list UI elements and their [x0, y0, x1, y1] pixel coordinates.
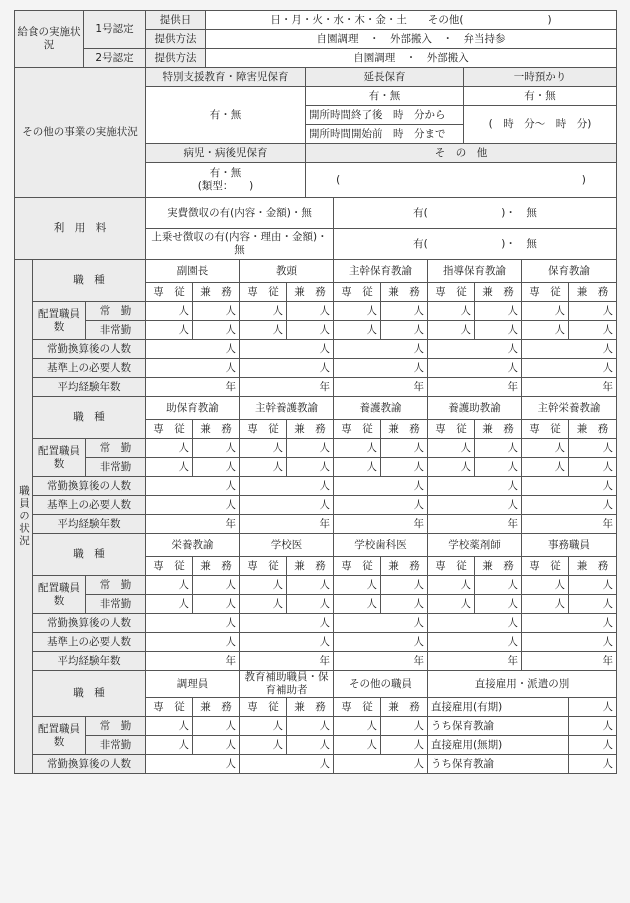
table-row [15, 736, 617, 755]
extra-fee-label: 上乗せ徴収の有(内容・理由・金額)・無 [146, 229, 334, 260]
meal-method-value: 自園調理 ・ 外部搬入 ・ 弁当持参 [206, 30, 617, 49]
table-row [15, 378, 617, 397]
year-unit: 年 [428, 378, 522, 397]
extended-value: 有・無 [306, 87, 464, 106]
dual-role-label: 兼 務 [381, 557, 428, 576]
person-unit: 人 [240, 614, 334, 633]
placement-label: 配置職員数 [33, 302, 86, 340]
meal-label: 給食の実施状況 [15, 11, 84, 68]
person-unit: 人 [381, 302, 428, 321]
job-title: 助保育教諭 [146, 397, 240, 420]
person-unit: 人 [287, 321, 334, 340]
person-unit: 人 [381, 576, 428, 595]
person-unit: 人 [522, 576, 569, 595]
person-unit: 人 [287, 302, 334, 321]
job-title: 学校歯科医 [334, 534, 428, 557]
person-unit: 人 [240, 439, 287, 458]
person-unit: 人 [240, 477, 334, 496]
full-time-label: 専 従 [522, 283, 569, 302]
experience-label: 平均経験年数 [33, 652, 146, 671]
dual-role-label: 兼 務 [569, 283, 617, 302]
person-unit: 人 [475, 321, 522, 340]
job-title: 事務職員 [522, 534, 617, 557]
dual-role-label: 兼 務 [569, 557, 617, 576]
person-unit: 人 [146, 302, 193, 321]
temporary-header: 一時預かり [464, 68, 617, 87]
sick-header: 病児・病後児保育 [146, 144, 306, 163]
person-unit: 人 [569, 458, 617, 477]
dual-role-label: 兼 務 [193, 698, 240, 717]
person-unit: 人 [193, 736, 240, 755]
person-unit: 人 [569, 755, 617, 774]
person-unit: 人 [475, 595, 522, 614]
nonregular-label: 非常勤 [86, 736, 146, 755]
meal-method2-value: 自園調理 ・ 外部搬入 [206, 49, 617, 68]
dual-role-label: 兼 務 [287, 283, 334, 302]
person-unit: 人 [146, 340, 240, 359]
person-unit: 人 [287, 576, 334, 595]
person-unit: 人 [193, 302, 240, 321]
person-unit: 人 [334, 755, 428, 774]
person-unit: 人 [193, 458, 240, 477]
job-title: 教育補助職員・保育補助者 [240, 671, 334, 698]
sick-value: 有・無 [209, 167, 242, 179]
job-title: 副園長 [146, 260, 240, 283]
person-unit: 人 [240, 340, 334, 359]
direct-fixed-label: 直接雇用(有期) [428, 698, 569, 717]
year-unit: 年 [146, 652, 240, 671]
regular-label: 常 勤 [86, 576, 146, 595]
job-title: 指導保育教諭 [428, 260, 522, 283]
required-label: 基準上の必要人数 [33, 496, 146, 515]
form-sheet [14, 10, 616, 774]
regular-label: 常 勤 [86, 302, 146, 321]
year-unit: 年 [146, 378, 240, 397]
person-unit: 人 [428, 321, 475, 340]
person-unit: 人 [240, 458, 287, 477]
year-unit: 年 [146, 515, 240, 534]
dual-role-label: 兼 務 [193, 420, 240, 439]
full-time-label: 専 従 [146, 698, 193, 717]
temporary-time: ( 時 分～ 時 分) [464, 106, 617, 144]
job-title: 主幹養護教諭 [240, 397, 334, 420]
person-unit: 人 [287, 439, 334, 458]
nonregular-label: 非常勤 [86, 595, 146, 614]
actual-fee-label: 実費徴収の有(内容・金額)・無 [146, 198, 334, 229]
person-unit: 人 [381, 736, 428, 755]
person-unit: 人 [569, 576, 617, 595]
person-unit: 人 [287, 717, 334, 736]
person-unit: 人 [334, 496, 428, 515]
job-title: 教頭 [240, 260, 334, 283]
table-row [15, 614, 617, 633]
person-unit: 人 [146, 736, 193, 755]
table-row [15, 439, 617, 458]
person-unit: 人 [428, 458, 475, 477]
meal-method-label: 提供方法 [146, 30, 206, 49]
sick-value-cell [146, 163, 306, 198]
person-unit: 人 [240, 321, 287, 340]
person-unit: 人 [522, 321, 569, 340]
placement-label: 配置職員数 [33, 576, 86, 614]
dual-role-label: 兼 務 [569, 420, 617, 439]
table-row [15, 595, 617, 614]
person-unit: 人 [146, 576, 193, 595]
person-unit: 人 [287, 458, 334, 477]
person-unit: 人 [569, 321, 617, 340]
person-unit: 人 [475, 458, 522, 477]
person-unit: 人 [428, 614, 522, 633]
person-unit: 人 [428, 302, 475, 321]
special-header: 特別支援教育・障害児保育 [146, 68, 306, 87]
person-unit: 人 [522, 496, 617, 515]
extended-header: 延長保育 [306, 68, 464, 87]
person-unit: 人 [569, 302, 617, 321]
dual-role-label: 兼 務 [287, 557, 334, 576]
person-unit: 人 [334, 614, 428, 633]
extended-open: 開所時間終了後 時 分から [306, 106, 464, 125]
year-unit: 年 [240, 378, 334, 397]
person-unit: 人 [240, 633, 334, 652]
person-unit: 人 [428, 595, 475, 614]
year-unit: 年 [522, 515, 617, 534]
dual-role-label: 兼 務 [287, 698, 334, 717]
experience-label: 平均経験年数 [33, 515, 146, 534]
others-value: ( ) [306, 163, 617, 198]
table-row [15, 321, 617, 340]
year-unit: 年 [240, 652, 334, 671]
person-unit: 人 [475, 576, 522, 595]
job-title: 養護教諭 [334, 397, 428, 420]
dual-role-label: 兼 務 [287, 420, 334, 439]
meal-row1-kind: 1号認定 [84, 11, 146, 49]
meal-day-label: 提供日 [146, 11, 206, 30]
special-value: 有・無 [146, 87, 306, 144]
table-row [15, 534, 617, 557]
person-unit: 人 [146, 614, 240, 633]
person-unit: 人 [240, 496, 334, 515]
table-row [15, 458, 617, 477]
person-unit: 人 [428, 359, 522, 378]
incl-teacher-label: うち保育教諭 [428, 717, 569, 736]
placement-label: 配置職員数 [33, 717, 86, 755]
full-time-label: 専 従 [146, 283, 193, 302]
employment-header: 直接雇用・派遣の別 [428, 671, 617, 698]
person-unit: 人 [334, 321, 381, 340]
full-time-label: 専 従 [334, 557, 381, 576]
person-unit: 人 [334, 736, 381, 755]
person-unit: 人 [334, 340, 428, 359]
person-unit: 人 [146, 755, 240, 774]
full-time-label: 専 従 [522, 557, 569, 576]
dual-role-label: 兼 務 [193, 557, 240, 576]
job-title: 栄養教諭 [146, 534, 240, 557]
year-unit: 年 [334, 378, 428, 397]
job-title: 調理員 [146, 671, 240, 698]
staff-table [14, 259, 617, 774]
table-row [15, 496, 617, 515]
full-time-label: 専 従 [240, 420, 287, 439]
dual-role-label: 兼 務 [475, 557, 522, 576]
person-unit: 人 [240, 302, 287, 321]
job-type-label: 職 種 [33, 397, 146, 439]
person-unit: 人 [146, 439, 193, 458]
table-row [15, 397, 617, 420]
meal-row2-kind: 2号認定 [84, 49, 146, 68]
table-row [15, 717, 617, 736]
person-unit: 人 [381, 321, 428, 340]
person-unit: 人 [522, 439, 569, 458]
dual-role-label: 兼 務 [381, 283, 428, 302]
job-title: 保育教諭 [522, 260, 617, 283]
year-unit: 年 [522, 378, 617, 397]
person-unit: 人 [146, 633, 240, 652]
person-unit: 人 [522, 302, 569, 321]
job-title: 学校医 [240, 534, 334, 557]
table-row [15, 652, 617, 671]
person-unit: 人 [428, 496, 522, 515]
full-time-label: 専 従 [334, 283, 381, 302]
person-unit: 人 [193, 595, 240, 614]
job-title: 養護助教諭 [428, 397, 522, 420]
required-label: 基準上の必要人数 [33, 633, 146, 652]
full-time-label: 専 従 [240, 557, 287, 576]
person-unit: 人 [381, 717, 428, 736]
fte-label: 常勤換算後の人数 [33, 614, 146, 633]
person-unit: 人 [193, 717, 240, 736]
job-type-label: 職 種 [33, 260, 146, 302]
year-unit: 年 [522, 652, 617, 671]
full-time-label: 専 従 [428, 557, 475, 576]
person-unit: 人 [522, 614, 617, 633]
required-label: 基準上の必要人数 [33, 359, 146, 378]
person-unit: 人 [146, 496, 240, 515]
job-title: 主幹保育教諭 [334, 260, 428, 283]
dual-role-label: 兼 務 [475, 420, 522, 439]
person-unit: 人 [569, 736, 617, 755]
staff-section-label: 職員の状況 [15, 260, 33, 774]
table-row [15, 302, 617, 321]
person-unit: 人 [522, 477, 617, 496]
person-unit: 人 [240, 576, 287, 595]
person-unit: 人 [146, 477, 240, 496]
person-unit: 人 [569, 698, 617, 717]
person-unit: 人 [569, 717, 617, 736]
placement-label: 配置職員数 [33, 439, 86, 477]
person-unit: 人 [569, 595, 617, 614]
year-unit: 年 [240, 515, 334, 534]
person-unit: 人 [522, 340, 617, 359]
person-unit: 人 [334, 458, 381, 477]
nonregular-label: 非常勤 [86, 458, 146, 477]
person-unit: 人 [475, 439, 522, 458]
person-unit: 人 [381, 439, 428, 458]
dual-role-label: 兼 務 [381, 420, 428, 439]
person-unit: 人 [193, 576, 240, 595]
temporary-value: 有・無 [464, 87, 617, 106]
person-unit: 人 [334, 302, 381, 321]
person-unit: 人 [146, 717, 193, 736]
upper-table [14, 10, 617, 260]
other-services-label: その他の事業の実施状況 [15, 68, 146, 198]
person-unit: 人 [334, 439, 381, 458]
year-unit: 年 [334, 515, 428, 534]
regular-label: 常 勤 [86, 439, 146, 458]
person-unit: 人 [475, 302, 522, 321]
person-unit: 人 [522, 595, 569, 614]
person-unit: 人 [240, 755, 334, 774]
job-title: 学校薬剤師 [428, 534, 522, 557]
full-time-label: 専 従 [334, 698, 381, 717]
fte-label: 常勤換算後の人数 [33, 340, 146, 359]
full-time-label: 専 従 [522, 420, 569, 439]
person-unit: 人 [287, 595, 334, 614]
person-unit: 人 [522, 633, 617, 652]
fees-label: 利 用 料 [15, 198, 146, 260]
table-row [15, 260, 617, 283]
person-unit: 人 [428, 576, 475, 595]
person-unit: 人 [381, 595, 428, 614]
meal-day-value: 日・月・火・水・木・金・土 その他( ) [206, 11, 617, 30]
meal-method2-label: 提供方法 [146, 49, 206, 68]
table-row [15, 671, 617, 698]
table-row [15, 359, 617, 378]
others-header: そ の 他 [306, 144, 617, 163]
full-time-label: 専 従 [334, 420, 381, 439]
person-unit: 人 [428, 633, 522, 652]
table-row [15, 477, 617, 496]
year-unit: 年 [428, 515, 522, 534]
actual-fee-value: 有( )・ 無 [334, 198, 617, 229]
dual-role-label: 兼 務 [475, 283, 522, 302]
person-unit: 人 [334, 717, 381, 736]
person-unit: 人 [193, 321, 240, 340]
table-row [15, 633, 617, 652]
job-title: 主幹栄養教諭 [522, 397, 617, 420]
year-unit: 年 [334, 652, 428, 671]
person-unit: 人 [240, 595, 287, 614]
person-unit: 人 [146, 359, 240, 378]
year-unit: 年 [428, 652, 522, 671]
person-unit: 人 [334, 576, 381, 595]
person-unit: 人 [428, 340, 522, 359]
fte-label: 常勤換算後の人数 [33, 755, 146, 774]
regular-label: 常 勤 [86, 717, 146, 736]
extra-fee-value: 有( )・ 無 [334, 229, 617, 260]
person-unit: 人 [146, 458, 193, 477]
person-unit: 人 [334, 359, 428, 378]
full-time-label: 専 従 [240, 698, 287, 717]
person-unit: 人 [428, 477, 522, 496]
table-row [15, 755, 617, 774]
job-type-label: 職 種 [33, 671, 146, 717]
person-unit: 人 [193, 439, 240, 458]
person-unit: 人 [428, 439, 475, 458]
table-row [15, 515, 617, 534]
fte-label: 常勤換算後の人数 [33, 477, 146, 496]
incl-teacher-label: うち保育教諭 [428, 755, 569, 774]
full-time-label: 専 従 [428, 283, 475, 302]
full-time-label: 専 従 [240, 283, 287, 302]
person-unit: 人 [334, 477, 428, 496]
person-unit: 人 [240, 736, 287, 755]
full-time-label: 専 従 [146, 557, 193, 576]
experience-label: 平均経験年数 [33, 378, 146, 397]
job-type-label: 職 種 [33, 534, 146, 576]
person-unit: 人 [522, 458, 569, 477]
person-unit: 人 [146, 595, 193, 614]
person-unit: 人 [381, 458, 428, 477]
full-time-label: 専 従 [146, 420, 193, 439]
person-unit: 人 [146, 321, 193, 340]
extended-close: 開所時間開始前 時 分まで [306, 125, 464, 144]
full-time-label: 専 従 [428, 420, 475, 439]
person-unit: 人 [569, 439, 617, 458]
table-row [15, 340, 617, 359]
person-unit: 人 [240, 359, 334, 378]
direct-unfixed-label: 直接雇用(無期) [428, 736, 569, 755]
table-row [15, 576, 617, 595]
sick-type: (類型： ) [197, 180, 254, 192]
nonregular-label: 非常勤 [86, 321, 146, 340]
dual-role-label: 兼 務 [193, 283, 240, 302]
person-unit: 人 [334, 595, 381, 614]
person-unit: 人 [334, 633, 428, 652]
person-unit: 人 [522, 359, 617, 378]
dual-role-label: 兼 務 [381, 698, 428, 717]
person-unit: 人 [287, 736, 334, 755]
job-title: その他の職員 [334, 671, 428, 698]
person-unit: 人 [240, 717, 287, 736]
